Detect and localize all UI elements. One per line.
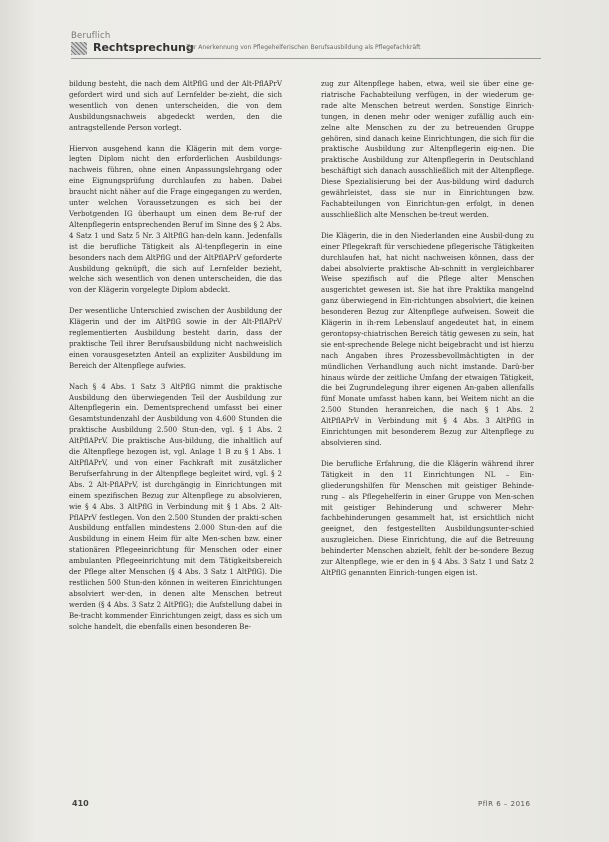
paragraph: Die berufliche Erfahrung, die die Klägerin während ihrer Tätigkeit in den 11 Einrichtungen NL – Ein-gliederungshilfen für Menschen mit geistiger Behinde-rung – als Pflegehelferin in einer Gruppe von Men-schen mit geistiger Behinderung und schwerer Mehr-fachbehinderungen gesammelt hat, ist ersichtlich nicht geeignet, den festgestellten Ausbildungsunter-schied auszugleichen. Diese Einrichtung, die auf die Betreuung behinderter Menschen abzielt, fehlt der be-sondere Bezug zur Altenpflege, wie er den in § 4 Abs. 3 Satz 1 und Satz 2 AltPflG genannten Einrich-tungen eigen ist. — [321, 458, 534, 577]
paragraph: Der wesentliche Unterschied zwischen der Ausbildung der Klägerin und der im AltPflG sowie in der Alt-PflAPrV reglementierten Ausbildung besteht darin, dass der praktische Teil ihrer Berufsausbildung nicht nachweislich einen vorausgesetzten Anteil an expliziter Ausbildung im Bereich der Altenpflege aufwies. — [69, 306, 282, 370]
page-number: 410 — [72, 799, 89, 808]
page-title: Rechtsprechung — [93, 41, 194, 54]
paragraph: bildung besteht, die nach dem AltPflG und der Alt-PflAPrV gefordert wird und sich auf Lernfelder be-zieht, die sich wesentlich von denen unterscheiden, die von dem Ausbildungsnachweis abgedeckt werden, den die antragstellende Person vorlegt. — [69, 79, 282, 132]
paragraph: Die Klägerin, die in den Niederlanden eine Ausbil-dung zu einer Pflegekraft für verschiedene pflegerische Tätigkeiten durchlaufen hat, hat nicht nachweisen können, dass der dabei absolvierte praktische Ab-schnitt in vergleichbarer Weise spezifisch auf die Pflege alter Menschen ausgerichtet gewesen ist. Sie hat ihre Praktika mangelnd ganz überwiegend in Ein-richtungen absolviert, die keinen besonderen Bezug zur Altenpflege aufweisen. Soweit die Klägerin in ih-rem Lebenslauf angedeutet hat, in einem gerontopsy-chiatrischen Bereich tätig gewesen zu sein, hat sie ent-sprechende Belege nicht beigebracht und ist hierzu nach Angaben ihres Prozessbevollmächtigten in der mündlichen Verhandlung auch nicht imstande. Darü-ber hinaus würde der zeitliche Umfang der etwaigen Tätigkeit, die bei Zugrundelegung ihrer eigenen An-gaben allenfalls fünf Monate umfasst haben kann, bei Weitem nicht an die 2.500 Stunden heranreichen, die nach § 1 Abs. 2 AltPflAPrV in Verbindung mit § 4 Abs. 3 AltPflG in Einrichtungen mit besonderem Bezug zur Altenpflege zu absolvieren sind. — [321, 230, 534, 447]
right-column — [321, 79, 534, 589]
header-divider — [71, 58, 541, 59]
journal-issue: PflR 6 – 2016 — [478, 800, 531, 808]
section-label: Beruflich — [71, 31, 111, 41]
page-subtitle: Zur Anerkennung von Pflegehelferischen Berufsausbildung als Pflegefachkräft — [186, 44, 421, 51]
left-column — [69, 79, 282, 643]
header-marker-icon — [71, 42, 87, 55]
paragraph: Nach § 4 Abs. 1 Satz 3 AltPflG nimmt die praktische Ausbildung den überwiegenden Teil der Ausbildung zur Altenpflegerin ein. Dementsprechend umfasst bei einer Gesamtstundenzahl der Ausbildung von 4.600 Stunden die praktische Ausbildung 2.500 Stun-den, vgl. § 1 Abs. 2 AltPflAPrV. Die praktische Aus-bildung, die inhaltlich auf die Altenpflege bezogen ist, vgl. Anlage 1 B zu § 1 Abs. 1 AltPflAPrV, und von einer Fachkraft mit zusätzlicher Berufserfahrung in der Altenpflege begleitet wird, vgl. § 2 Abs. 2 Alt-PflAPrV, ist durchgängig in Einrichtungen mit einem spezifischen Bezug zur Altenpflege zu absolvieren, wie § 4 Abs. 3 AltPflG in Verbindung mit § 1 Abs. 2 Alt-PflAPrV festlegen. Von den 2.500 Stunden der prakti-schen Ausbildung entfallen mindestens 2.000 Stun-den auf die Ausbildung in einem Heim für alte Men-schen bzw. einer stationären Pflegeeinrichtung für Menschen oder einer ambulanten Pflegeeinrichtung mit dem Tätigkeitsbereich der Pflege alter Menschen (§ 4 Abs. 3 Satz 1 AltPflG). Die restlichen 500 Stun-den können in weiteren Einrichtungen absolviert wer-den, in denen alte Menschen betreut werden (§ 4 Abs. 3 Satz 2 AltPflG); die Aufstellung dabei in Be-tracht kommender Einrichtungen zeigt, dass es sich um solche handelt, die ebenfalls einen besonderen Be- — [69, 381, 282, 631]
paragraph: Hiervon ausgehend kann die Klägerin mit dem vorge-legten Diplom nicht den erforderlichen Ausbildungs-nachweis führen, ohne einen Anpassungslehrgang oder eine Eignungsprüfung durchlaufen zu haben. Dabei braucht nicht näher auf die Frage eingegangen zu werden, unter welchen Voraussetzungen es sich bei der Verbotgenden IG überhaupt um einen dem Be-ruf der Altenpflegerin entsprechenden Beruf im Sinne des § 2 Abs. 4 Satz 1 und Satz 5 Nr. 3 AltPflG han-deln kann. Jedenfalls ist die berufliche Tätigkeit als Al-tenpflegerin in eine besonders nach dem AltPflG und der AltPflAPrV geforderte Ausbildung geknüpft, die sich auf Lernfelder bezieht, welche sich wesentlich von denen unterscheiden, die das von der Klägerin vorgelegte Diplom abdeckt. — [69, 143, 282, 295]
paragraph: zug zur Altenpflege haben, etwa, weil sie über eine ge-riatrische Fachabteilung verfügen, in der wiederum ge-rade alte Menschen betreut werden. Sonstige Einrich-tungen, in denen mehr oder weniger zufällig auch ein-zelne alte Menschen zu der zu betreuenden Gruppe gehören, sind danach keine Einrichtungen, die sich für die praktische Ausbildung zur Altenpflegerin eig-nen. Die praktische Ausbildung zur Altenpflegerin in Deutschland beschäftigt sich danach ausschließlich mit der Altenpflege. Diese Spezialisierung bei der Aus-bildung wird dadurch gewährleistet, dass sie nur in Einrichtungen bzw. Fachabteilungen von Einrichtun-gen erfolgt, in denen ausschließlich alte Menschen be-treut werden. — [321, 79, 534, 219]
